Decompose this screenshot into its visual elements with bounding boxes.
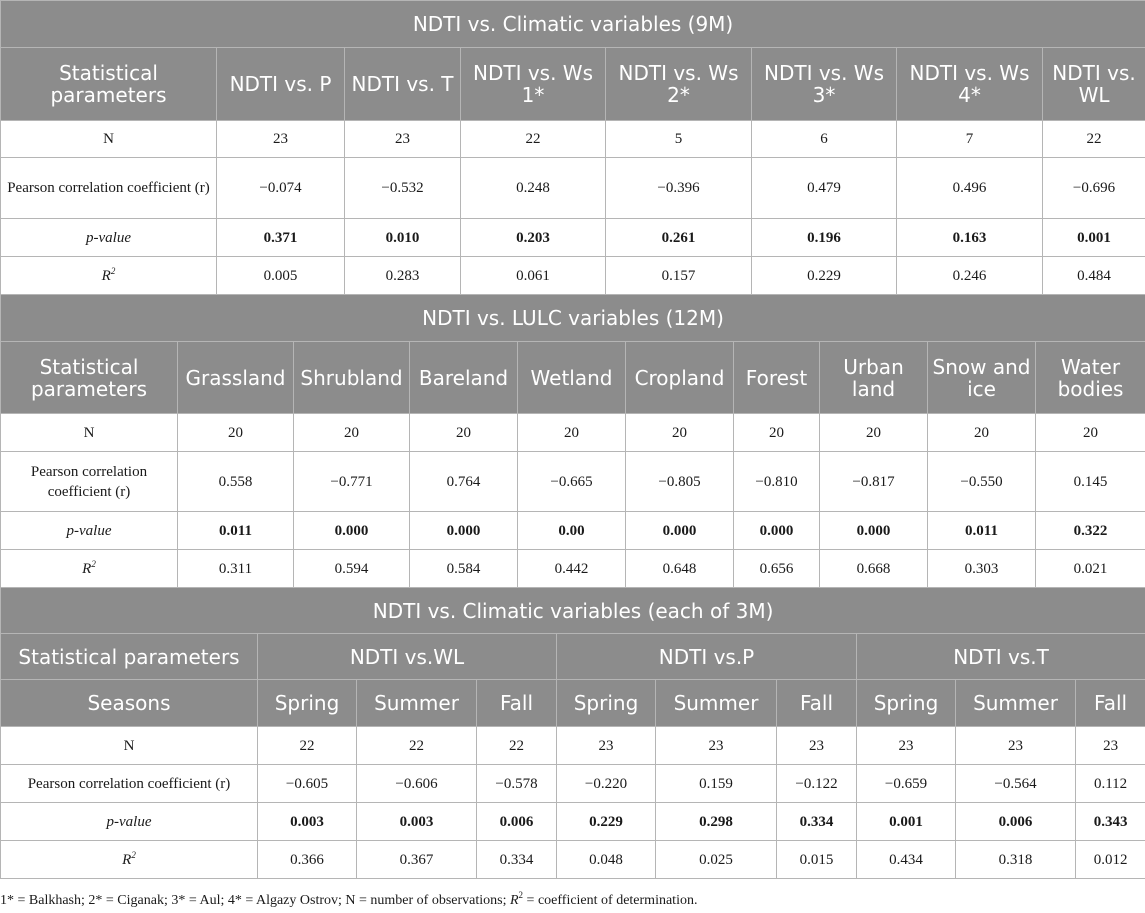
table-cell: −0.122 (777, 765, 857, 803)
table-cell: 20 (178, 414, 294, 452)
table-cell: 23 (217, 121, 345, 158)
table-cell: 5 (606, 121, 752, 158)
table-cell: 6 (752, 121, 897, 158)
table-cell: 0.334 (477, 841, 557, 879)
header-cell: Statistical parameters (1, 48, 217, 121)
table-cell: −0.771 (294, 452, 410, 512)
r2-label: R (101, 267, 111, 284)
footnote-r: R (509, 893, 519, 908)
season-header: Summer (656, 680, 777, 727)
table-climatic-3m (0, 587, 1145, 879)
table-cell: 20 (294, 414, 410, 452)
table-cell: 0.000 (820, 512, 928, 550)
table-cell: 22 (461, 121, 606, 158)
section-title: NDTI vs. Climatic variables (each of 3M) (1, 588, 1145, 634)
table-cell: 0.203 (461, 219, 606, 257)
row-label: Pearson correlation coefficient (r) (1, 452, 178, 512)
table-cell: 0.112 (1076, 765, 1145, 803)
table-cell: 0.011 (928, 512, 1036, 550)
header-cell: NDTI vs. Ws 4* (897, 48, 1043, 121)
row-label: N (1, 121, 217, 158)
superscript: 2 (110, 265, 116, 276)
header-cell: Seasons (1, 680, 258, 727)
table-cell: 0.584 (410, 550, 518, 588)
table-cell: −0.665 (518, 452, 626, 512)
table-cell: 0.343 (1076, 803, 1145, 841)
table-cell: 0.015 (777, 841, 857, 879)
table-cell: −0.578 (477, 765, 557, 803)
table-cell: 0.442 (518, 550, 626, 588)
table-cell: 23 (956, 727, 1076, 765)
table-cell: 20 (820, 414, 928, 452)
header-cell: Cropland (626, 342, 734, 414)
table-row (1, 414, 1145, 452)
table-cell: −0.696 (1043, 158, 1145, 219)
table-cell: 0.005 (217, 257, 345, 295)
table-cell: 0.000 (294, 512, 410, 550)
superscript: 2 (131, 849, 136, 860)
table-cell: 0.558 (178, 452, 294, 512)
table-cell: 0.006 (477, 803, 557, 841)
row-label (1, 257, 217, 295)
season-header: Summer (956, 680, 1076, 727)
header-cell: Water bodies (1036, 342, 1145, 414)
table-cell: 0.00 (518, 512, 626, 550)
table-row (1, 512, 1145, 550)
table-cell: 0.496 (897, 158, 1043, 219)
row-label: p-value (1, 512, 178, 550)
table-cell: 22 (258, 727, 357, 765)
table-cell: −0.396 (606, 158, 752, 219)
row-label (1, 841, 258, 879)
table-cell: 0.668 (820, 550, 928, 588)
table-cell: 0.322 (1036, 512, 1145, 550)
table-footnote (0, 890, 698, 909)
table-cell: 0.000 (410, 512, 518, 550)
table-cell: 20 (518, 414, 626, 452)
season-header: Spring (857, 680, 956, 727)
header-cell: Statistical parameters (1, 342, 178, 414)
table-cell: 0.367 (357, 841, 477, 879)
header-cell: NDTI vs. Ws 2* (606, 48, 752, 121)
season-header: Summer (357, 680, 477, 727)
table-cell: 22 (477, 727, 557, 765)
group-header-t: NDTI vs.T (857, 634, 1145, 680)
row-label: p-value (1, 803, 258, 841)
footnote-superscript: 2 (518, 890, 524, 900)
table-cell: 0.157 (606, 257, 752, 295)
table-row (1, 841, 1145, 879)
table-cell: 0.298 (656, 803, 777, 841)
table-cell: 0.656 (734, 550, 820, 588)
table-cell: 0.001 (857, 803, 956, 841)
table-row (1, 550, 1145, 588)
table-cell: 0.366 (258, 841, 357, 879)
table-lulc-12m (0, 294, 1145, 588)
table-row (1, 257, 1145, 295)
table-cell: −0.532 (345, 158, 461, 219)
table-cell: 0.648 (626, 550, 734, 588)
table-row (1, 121, 1145, 158)
table-cell: 0.025 (656, 841, 777, 879)
table-cell: 0.434 (857, 841, 956, 879)
table-cell: 23 (777, 727, 857, 765)
table-cell: 0.000 (626, 512, 734, 550)
header-cell: NDTI vs. Ws 1* (461, 48, 606, 121)
footnote-text-end: = coefficient of determination. (523, 893, 698, 908)
superscript: 2 (91, 558, 96, 569)
table-cell: 20 (626, 414, 734, 452)
group-header-wl: NDTI vs.WL (258, 634, 557, 680)
row-label: N (1, 727, 258, 765)
row-label (1, 550, 178, 588)
table-cell: −0.074 (217, 158, 345, 219)
table-row (1, 727, 1145, 765)
header-cell: Bareland (410, 342, 518, 414)
table-cell: 23 (857, 727, 956, 765)
section-title: NDTI vs. Climatic variables (9M) (1, 1, 1145, 48)
table-cell: 0.163 (897, 219, 1043, 257)
season-header: Spring (557, 680, 656, 727)
table-cell: 0.145 (1036, 452, 1145, 512)
season-header: Spring (258, 680, 357, 727)
row-label: p-value (1, 219, 217, 257)
table-cell: −0.550 (928, 452, 1036, 512)
table-cell: −0.564 (956, 765, 1076, 803)
table-cell: −0.605 (258, 765, 357, 803)
table-row (1, 219, 1145, 257)
table-cell: 0.283 (345, 257, 461, 295)
table-cell: 22 (1043, 121, 1145, 158)
table-cell: 22 (357, 727, 477, 765)
table-cell: 0.229 (752, 257, 897, 295)
table-cell: 0.764 (410, 452, 518, 512)
season-header: Fall (777, 680, 857, 727)
table-cell: 0.006 (956, 803, 1076, 841)
table-cell: 0.303 (928, 550, 1036, 588)
header-cell: Snow and ice (928, 342, 1036, 414)
table-cell: 7 (897, 121, 1043, 158)
row-label: Pearson correlation coefficient (r) (1, 158, 217, 219)
table-cell: 23 (656, 727, 777, 765)
table-row (1, 765, 1145, 803)
table-cell: 0.010 (345, 219, 461, 257)
r2-label: R (82, 560, 92, 577)
table-cell: −0.805 (626, 452, 734, 512)
table-cell: 0.248 (461, 158, 606, 219)
table-cell: 20 (410, 414, 518, 452)
table-cell: 0.334 (777, 803, 857, 841)
table-cell: 20 (1036, 414, 1145, 452)
footnote-text: 1* = Balkhash; 2* = Ciganak; 3* = Aul; 4* = Algazy Ostrov; N = number of observations; (0, 893, 510, 908)
table-cell: 20 (734, 414, 820, 452)
header-cell: Forest (734, 342, 820, 414)
table-cell: 0.594 (294, 550, 410, 588)
header-cell: Shrubland (294, 342, 410, 414)
table-cell: 23 (557, 727, 656, 765)
season-header: Fall (1076, 680, 1145, 727)
table-cell: −0.659 (857, 765, 956, 803)
table-cell: −0.810 (734, 452, 820, 512)
table-cell: 0.311 (178, 550, 294, 588)
group-header-p: NDTI vs.P (557, 634, 857, 680)
table-cell: −0.817 (820, 452, 928, 512)
table-cell: 20 (928, 414, 1036, 452)
table-cell: 0.196 (752, 219, 897, 257)
table-cell: 0.001 (1043, 219, 1145, 257)
header-cell: Grassland (178, 342, 294, 414)
table-cell: 0.479 (752, 158, 897, 219)
table-cell: −0.606 (357, 765, 477, 803)
table-cell: 0.371 (217, 219, 345, 257)
table-cell: 0.261 (606, 219, 752, 257)
table-cell: 0.000 (734, 512, 820, 550)
table-cell: 0.003 (258, 803, 357, 841)
table-cell: 0.246 (897, 257, 1043, 295)
table-row (1, 803, 1145, 841)
table-cell: 0.061 (461, 257, 606, 295)
table-cell: 0.484 (1043, 257, 1145, 295)
table-cell: 23 (1076, 727, 1145, 765)
table-cell: 0.021 (1036, 550, 1145, 588)
header-cell: NDTI vs. T (345, 48, 461, 121)
table-cell: 0.229 (557, 803, 656, 841)
header-cell: NDTI vs. WL (1043, 48, 1145, 121)
table-cell: 0.318 (956, 841, 1076, 879)
season-header: Fall (477, 680, 557, 727)
row-label: Pearson correlation coefficient (r) (1, 765, 258, 803)
header-cell: NDTI vs. Ws 3* (752, 48, 897, 121)
table-row (1, 452, 1145, 512)
table-cell: 23 (345, 121, 461, 158)
section-title: NDTI vs. LULC variables (12M) (1, 295, 1145, 342)
header-cell: NDTI vs. P (217, 48, 345, 121)
r2-label: R (122, 851, 132, 868)
table-cell: 0.011 (178, 512, 294, 550)
header-cell: Wetland (518, 342, 626, 414)
header-cell: Urban land (820, 342, 928, 414)
table-cell: −0.220 (557, 765, 656, 803)
table-row (1, 158, 1145, 219)
table-cell: 0.003 (357, 803, 477, 841)
table-cell: 0.012 (1076, 841, 1145, 879)
header-cell: Statistical parameters (1, 634, 258, 680)
table-cell: 0.159 (656, 765, 777, 803)
row-label: N (1, 414, 178, 452)
table-cell: 0.048 (557, 841, 656, 879)
table-climatic-9m (0, 0, 1145, 295)
